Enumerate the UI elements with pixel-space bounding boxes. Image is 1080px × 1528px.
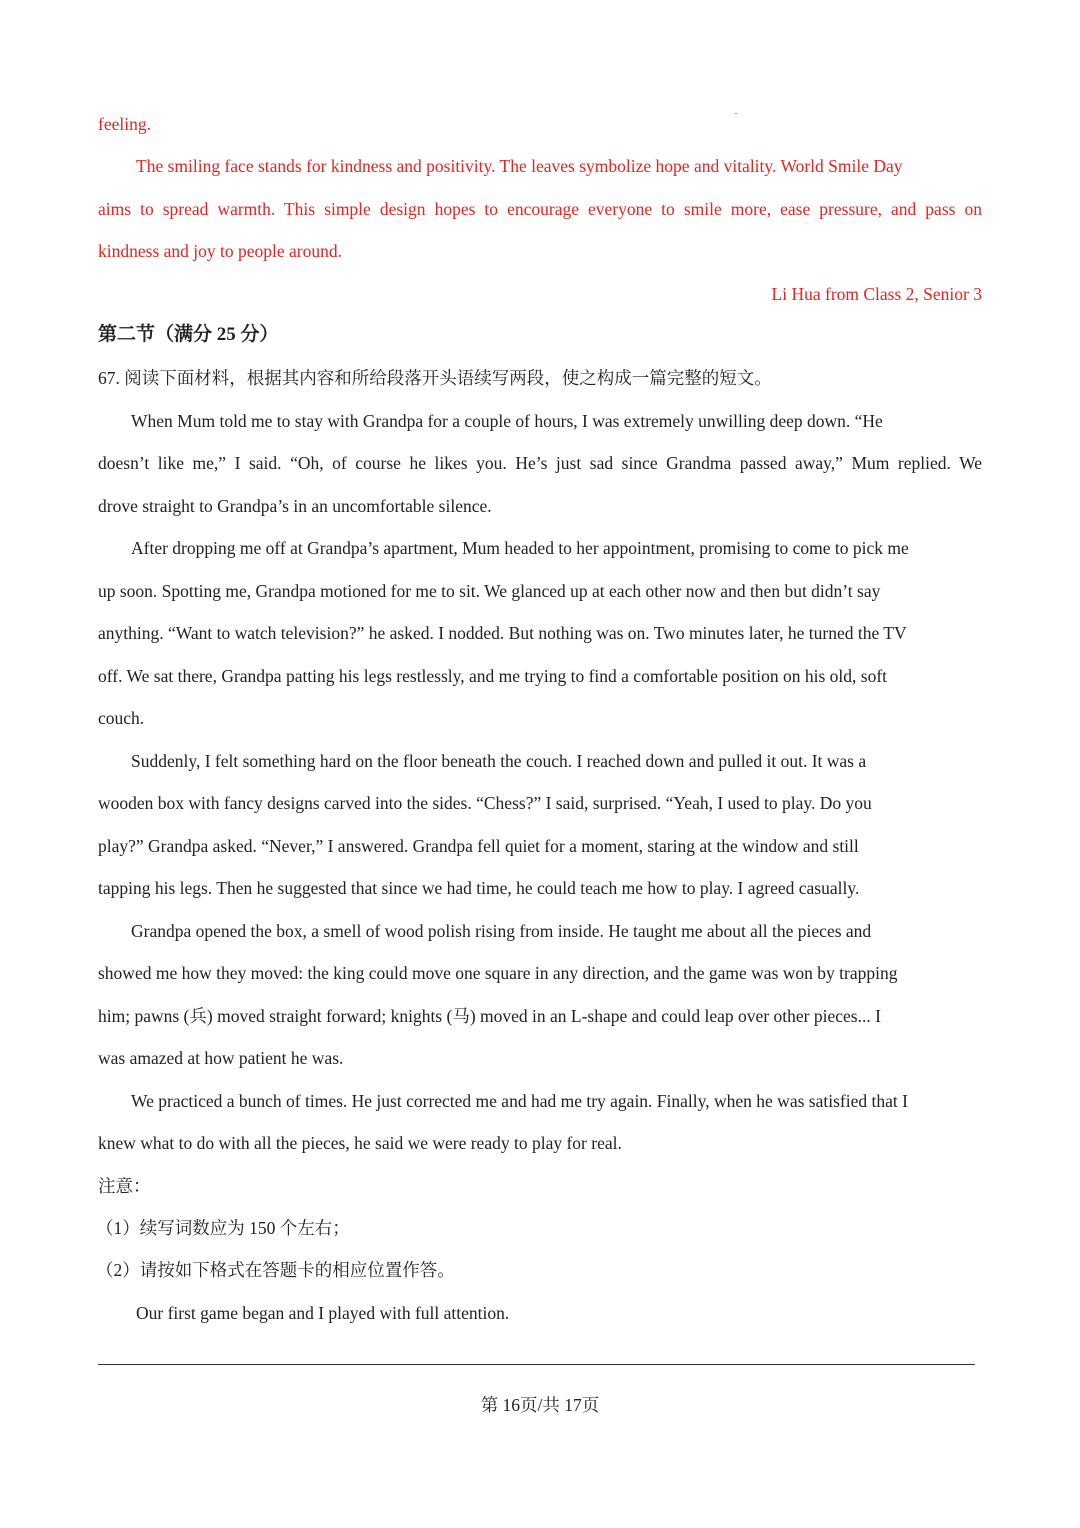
- notes-label: 注意：: [98, 1176, 151, 1196]
- stray-dot: [735, 113, 737, 114]
- story-line: couch.: [98, 708, 145, 728]
- story-line: Grandpa opened the box, a smell of wood polish rising from inside. He taught me about all the pieces and: [131, 921, 872, 941]
- story-line: him; pawns (兵) moved straight forward; knights (马) moved in an L-shape and could leap over other pieces... I: [98, 1006, 881, 1026]
- question-prompt: 67. 阅读下面材料，根据其内容和所给段落开头语续写两段，使之构成一篇完整的短文。: [98, 368, 772, 388]
- story-line: When Mum told me to stay with Grandpa for a couple of hours, I was extremely unwilling deep down. “He: [131, 411, 883, 431]
- story-line: off. We sat there, Grandpa patting his legs restlessly, and me trying to find a comfortable position on his old, soft: [98, 666, 888, 686]
- story-line: We practiced a bunch of times. He just corrected me and had me try again. Finally, when he was satisfied that I: [131, 1091, 908, 1111]
- story-line: was amazed at how patient he was.: [98, 1048, 344, 1068]
- section-heading: 第二节（满分 25 分）: [98, 324, 279, 345]
- story-line: doesn’t like me,” I said. “Oh, of course he likes you. He’s just sad since Grandma passed away,” Mum replied. We: [98, 453, 982, 473]
- continuation-opening: Our first game began and I played with full attention.: [136, 1303, 510, 1323]
- story-line: knew what to do with all the pieces, he said we were ready to play for real.: [98, 1133, 622, 1153]
- essay-line-2: The smiling face stands for kindness and positivity. The leaves symbolize hope and vitality. World Smile Day: [136, 156, 903, 176]
- notes-item-2: （2）请按如下格式在答题卡的相应位置作答。: [96, 1260, 455, 1280]
- story-line: drove straight to Grandpa’s in an uncomfortable silence.: [98, 496, 492, 516]
- essay-line-1: feeling.: [98, 114, 151, 134]
- story-line: anything. “Want to watch television?” he asked. I nodded. But nothing was on. Two minutes later, he turned the TV: [98, 623, 907, 643]
- story-line: wooden box with fancy designs carved into the sides. “Chess?” I said, surprised. “Yeah, I used to play. Do you: [98, 793, 872, 813]
- story-line: Suddenly, I felt something hard on the floor beneath the couch. I reached down and pulled it out. It was a: [131, 751, 867, 771]
- story-line: play?” Grandpa asked. “Never,” I answered. Grandpa fell quiet for a moment, staring at the window and still: [98, 836, 859, 856]
- page-number: 第 16页/共 17页: [480, 1395, 600, 1415]
- story-line: up soon. Spotting me, Grandpa motioned for me to sit. We glanced up at each other now and then but didn’t say: [98, 581, 881, 601]
- essay-line-4: kindness and joy to people around.: [98, 241, 342, 261]
- essay-line-3: aims to spread warmth. This simple design hopes to encourage everyone to smile more, ease pressure, and pass on: [98, 199, 982, 219]
- story-line: tapping his legs. Then he suggested that since we had time, he could teach me how to play. I agreed casually.: [98, 878, 860, 898]
- story-line: showed me how they moved: the king could move one square in any direction, and the game was won by trapping: [98, 963, 898, 983]
- story-line: After dropping me off at Grandpa’s apartment, Mum headed to her appointment, promising to come to pick me: [131, 538, 909, 558]
- essay-signature: Li Hua from Class 2, Senior 3: [771, 284, 982, 304]
- footer-divider: [98, 1364, 975, 1365]
- notes-item-1: （1）续写词数应为 150 个左右；: [96, 1218, 350, 1238]
